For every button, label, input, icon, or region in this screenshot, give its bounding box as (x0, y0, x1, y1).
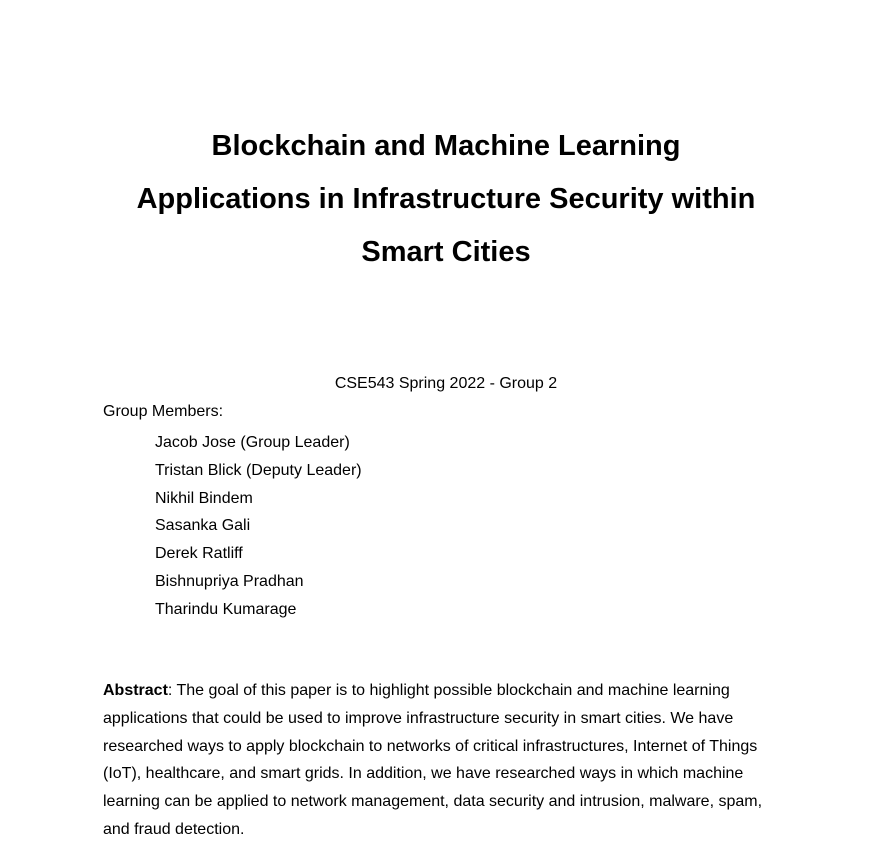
member-name: Bishnupriya Pradhan (155, 572, 304, 590)
member-name: Sasanka Gali (155, 517, 251, 535)
member-name: Jacob Jose (Group Leader) (155, 434, 350, 451)
title-line-3: Smart Cities (361, 236, 531, 269)
member-name: Nikhil Bindem (155, 489, 253, 507)
group-members-label: Group Members: (103, 403, 224, 420)
course-group-line: CSE543 Spring 2022 - Group 2 (334, 375, 558, 392)
abstract-paragraph (103, 677, 783, 844)
member-name: Tristan Blick (Deputy Leader) (155, 461, 362, 479)
paper-title (0, 120, 892, 279)
member-name: Tharindu Kumarage (155, 600, 297, 618)
title-line-1: Blockchain and Machine Learning (211, 130, 681, 163)
title-line-2: Applications in Infrastructure Security within (136, 183, 756, 216)
abstract-text: : The goal of this paper is to highlight possible blockchain and machine learning applications that could be used to improve infrastructure security in smart cities. We have researched ways to apply blockchain to networks of critical infrastructures, Internet of Things (IoT), healthcare, and smart grids. In addition, we have researched ways in which machine learning can be applied to network management, data security and intrusion, malware, spam, and fraud detection. (103, 682, 763, 838)
member-list (155, 429, 362, 624)
abstract-label: Abstract (103, 682, 168, 699)
member-name: Derek Ratliff (155, 545, 243, 563)
